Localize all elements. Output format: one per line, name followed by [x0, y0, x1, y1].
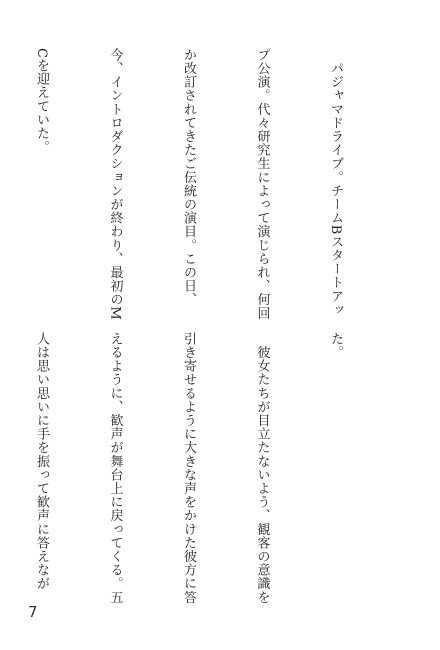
page-number: 7	[28, 603, 38, 621]
text-line: 人は思い思いに手を振って歓声に答えなが	[34, 332, 49, 591]
text-line: パジャマドライブ。チームBスタートアッ	[328, 48, 343, 317]
text-line: Cを迎えていた。	[34, 48, 49, 154]
text-line: か改訂されてきたご伝統の演目。この日、	[181, 48, 196, 307]
text-line: プ公演。代々研究生によって演じられ、何回	[254, 48, 270, 320]
text-block-bottom	[34, 332, 396, 604]
text-block-top	[34, 48, 396, 321]
text-line: 彼女たちが目立たないよう、観客の意識を	[254, 332, 270, 604]
text-line: 今、イントロダクションが終わり、最初のM	[107, 48, 123, 321]
text-line: えるように、歓声が舞台上に戻ってくる。五	[107, 332, 123, 604]
text-line: た。	[328, 332, 343, 360]
text-line: 引き寄せるように大きな声をかけた彼方に答	[181, 332, 196, 604]
